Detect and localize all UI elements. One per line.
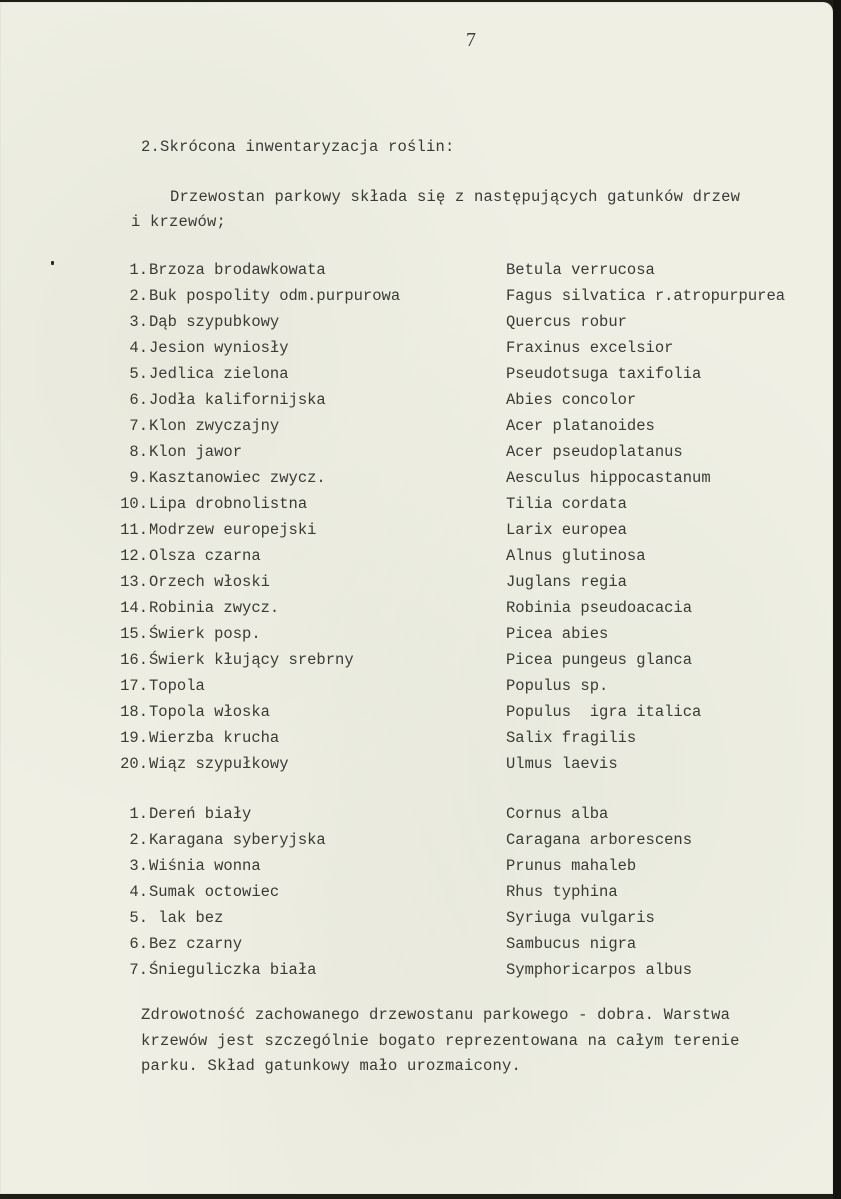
latin-name: Alnus glutinosa (506, 547, 646, 565)
item-number: 14. (120, 599, 148, 617)
page-number: 7 (466, 29, 477, 51)
latin-name: Picea pungeus glanca (506, 651, 693, 669)
table-row (0, 857, 841, 883)
table-row (0, 961, 841, 987)
item-number: 6. (129, 391, 148, 409)
latin-name: Salix fragilis (506, 729, 637, 747)
scan-border (833, 0, 841, 1199)
polish-name: Kasztanowiec zwycz. (149, 469, 326, 487)
table-row (0, 909, 841, 935)
polish-name: Świerk kłujący srebrny (149, 651, 354, 669)
table-row (0, 365, 841, 391)
polish-name: Karagana syberyjska (149, 831, 326, 849)
table-row (0, 805, 841, 831)
latin-name: Symphoricarpos albus (506, 961, 693, 979)
latin-name: Picea abies (506, 625, 609, 643)
item-number: 7. (129, 961, 148, 979)
polish-name: Klon jawor (149, 443, 243, 461)
polish-name: lak bez (149, 909, 224, 927)
polish-name: Sumak octowiec (149, 883, 280, 901)
latin-name: Tilia cordata (506, 495, 627, 513)
latin-name: Rhus typhina (506, 883, 618, 901)
latin-name: Robinia pseudoacacia (506, 599, 693, 617)
table-row (0, 625, 841, 651)
table-row (0, 469, 841, 495)
item-number: 9. (129, 469, 148, 487)
latin-name: Quercus robur (506, 313, 627, 331)
table-row (0, 443, 841, 469)
table-row (0, 935, 841, 961)
latin-name: Larix europea (506, 521, 627, 539)
summary-paragraph: Zdrowotność zachowanego drzewostanu parkowego - dobra. Warstwa krzewów jest szczególnie bogato reprezentowana na całym terenie parku. Skład gatunkowy mało urozmaicony. (141, 1006, 740, 1075)
document-page (0, 2, 833, 1194)
polish-name: Olsza czarna (149, 547, 261, 565)
item-number: 18. (120, 703, 148, 721)
table-row (0, 391, 841, 417)
latin-name: Populus sp. (506, 677, 609, 695)
table-row (0, 313, 841, 339)
table-row (0, 417, 841, 443)
latin-name: Abies concolor (506, 391, 637, 409)
polish-name: Wiśnia wonna (149, 857, 261, 875)
latin-name: Acer platanoides (506, 417, 655, 435)
polish-name: Jesion wyniosły (149, 339, 289, 357)
latin-name: Acer pseudoplatanus (506, 443, 683, 461)
polish-name: Modrzew europejski (149, 521, 317, 539)
latin-name: Populus igra italica (506, 703, 702, 721)
table-row (0, 755, 841, 781)
item-number: 11. (120, 521, 148, 539)
polish-name: Jodła kalifornijska (149, 391, 326, 409)
latin-name: Ulmus laevis (506, 755, 618, 773)
table-row (0, 729, 841, 755)
section-title: 2.Skrócona inwentaryzacja roślin: (141, 138, 455, 156)
polish-name: Orzech włoski (149, 573, 270, 591)
polish-name: Świerk posp. (149, 625, 261, 643)
item-number: 20. (120, 755, 148, 773)
intro-paragraph-line-2: i krzewów; (131, 213, 227, 231)
latin-name: Caragana arborescens (506, 831, 693, 849)
item-number: 2. (129, 831, 148, 849)
item-number: 5. (129, 909, 148, 927)
table-row (0, 883, 841, 909)
polish-name: Lipa drobnolistna (149, 495, 308, 513)
latin-name: Juglans regia (506, 573, 627, 591)
polish-name: Robinia zwycz. (149, 599, 280, 617)
item-number: 6. (129, 935, 148, 953)
table-row (0, 599, 841, 625)
item-number: 15. (120, 625, 148, 643)
item-number: 10. (120, 495, 148, 513)
item-number: 1. (129, 261, 148, 279)
latin-name: Cornus alba (506, 805, 609, 823)
polish-name: Klon zwyczajny (149, 417, 280, 435)
item-number: 8. (129, 443, 148, 461)
item-number: 1. (129, 805, 148, 823)
item-number: 4. (129, 339, 148, 357)
item-number: 12. (120, 547, 148, 565)
polish-name: Jedlica zielona (149, 365, 289, 383)
table-row (0, 521, 841, 547)
polish-name: Dereń biały (149, 805, 252, 823)
item-number: 3. (129, 857, 148, 875)
latin-name: Fraxinus excelsior (506, 339, 674, 357)
latin-name: Syriuga vulgaris (506, 909, 655, 927)
table-row (0, 547, 841, 573)
table-row (0, 261, 841, 287)
table-row (0, 703, 841, 729)
polish-name: Wiąz szypułkowy (149, 755, 289, 773)
polish-name: Dąb szypubkowy (149, 313, 280, 331)
table-row (0, 831, 841, 857)
table-row (0, 677, 841, 703)
latin-name: Aesculus hippocastanum (506, 469, 711, 487)
polish-name: Śnieguliczka biała (149, 961, 317, 979)
item-number: 4. (129, 883, 148, 901)
item-number: 17. (120, 677, 148, 695)
table-row (0, 573, 841, 599)
table-row (0, 495, 841, 521)
polish-name: Brzoza brodawkowata (149, 261, 326, 279)
table-row (0, 287, 841, 313)
item-number: 16. (120, 651, 148, 669)
item-number: 7. (129, 417, 148, 435)
table-row (0, 339, 841, 365)
latin-name: Pseudotsuga taxifolia (506, 365, 702, 383)
polish-name: Topola (149, 677, 205, 695)
item-number: 2. (129, 287, 148, 305)
polish-name: Wierzba krucha (149, 729, 280, 747)
polish-name: Topola włoska (149, 703, 270, 721)
item-number: 13. (120, 573, 148, 591)
intro-paragraph-line-1: Drzewostan parkowy składa się z następujących gatunków drzew (170, 188, 741, 206)
table-row (0, 651, 841, 677)
polish-name: Bez czarny (149, 935, 243, 953)
latin-name: Fagus silvatica r.atropurpurea (506, 287, 786, 305)
item-number: 3. (129, 313, 148, 331)
latin-name: Sambucus nigra (506, 935, 637, 953)
item-number: 19. (120, 729, 148, 747)
latin-name: Prunus mahaleb (506, 857, 637, 875)
item-number: 5. (129, 365, 148, 383)
latin-name: Betula verrucosa (506, 261, 655, 279)
polish-name: Buk pospolity odm.purpurowa (149, 287, 401, 305)
